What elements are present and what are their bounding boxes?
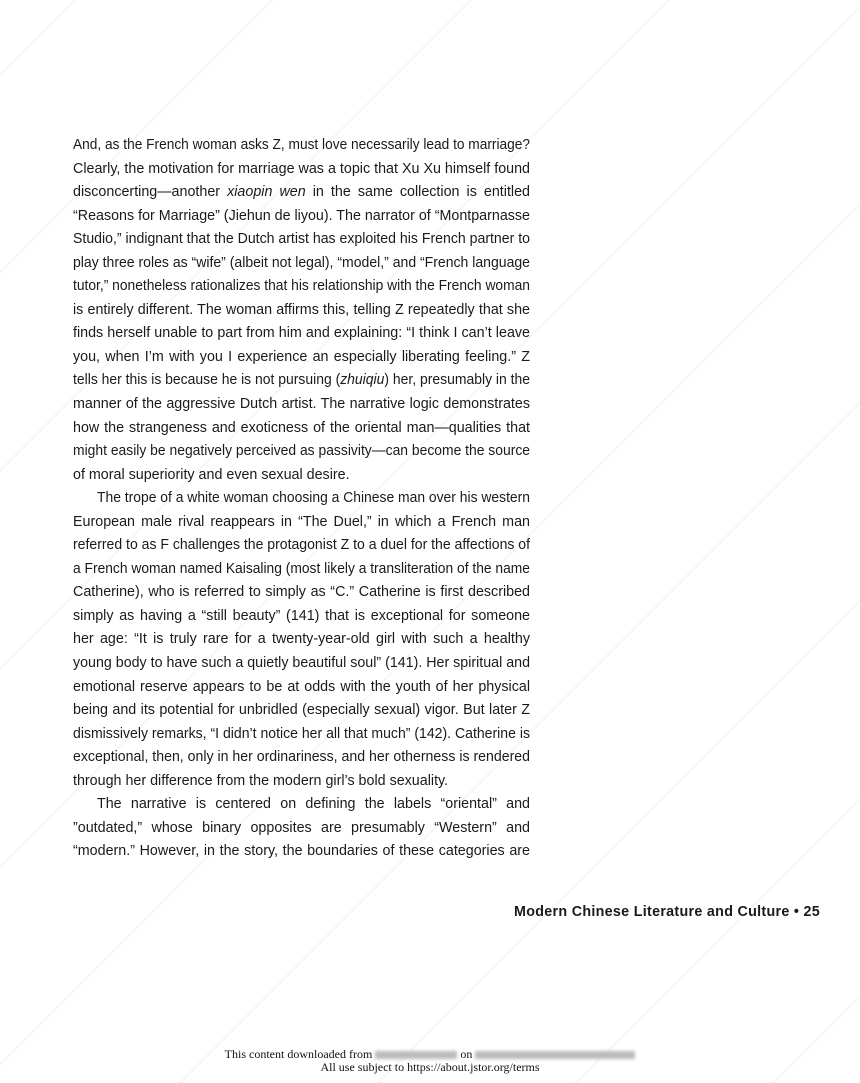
text-line-content: finds herself unable to part from him and explaining: “I think I can’t leave xyxy=(73,325,530,342)
body-text xyxy=(73,134,530,864)
running-footer: Modern Chinese Literature and Culture • 25 xyxy=(514,904,820,920)
text-line xyxy=(73,346,530,370)
text-line xyxy=(73,581,530,605)
download-notice-line2: All use subject to https://about.jstor.org/terms xyxy=(320,1060,540,1074)
paragraph xyxy=(73,487,530,793)
text-line xyxy=(73,252,530,276)
text-line xyxy=(73,393,530,417)
text-line xyxy=(73,652,530,676)
text-line-content xyxy=(73,181,530,205)
text-line xyxy=(73,534,530,558)
text-line-content: “Reasons for Marriage” (Jiehun de liyou). The narrator of “Montparnasse xyxy=(73,207,530,224)
text-line xyxy=(73,511,530,535)
text-line-content xyxy=(73,369,530,393)
text-line-content: how the strangeness and exoticness of the oriental man—qualities that xyxy=(73,419,530,436)
text-line xyxy=(73,487,530,511)
text-line-content: ”outdated,” whose binary opposites are presumably “Western” and xyxy=(73,819,530,836)
text-segment: in the same collection is entitled xyxy=(305,184,531,201)
paragraph xyxy=(73,134,530,487)
text-line-content: Clearly, the motivation for marriage was a topic that Xu Xu himself found xyxy=(73,160,530,177)
text-line-content: of moral superiority and even sexual desire. xyxy=(73,466,350,483)
text-line xyxy=(73,181,530,205)
text-line-content: you, when I’m with you I experience an especially liberating feeling.” Z xyxy=(73,348,530,365)
text-line xyxy=(73,228,530,252)
text-line-content: dismissively remarks, “I didn’t notice her all that much” (142). Catherine is xyxy=(73,725,530,742)
text-line xyxy=(73,699,530,723)
text-line xyxy=(73,417,530,441)
text-line-content: And, as the French woman asks Z, must love necessarily lead to marriage? xyxy=(73,137,530,153)
download-notice-line1: This content downloaded from on xyxy=(0,1048,860,1061)
text-line xyxy=(73,770,530,794)
italic-term: zhuiqiu xyxy=(340,372,385,389)
text-line-content: through her difference from the modern girl’s bold sexuality. xyxy=(73,772,449,789)
text-line xyxy=(73,464,530,488)
text-line-content: Studio,” indignant that the Dutch artist has exploited his French partner to xyxy=(73,231,530,248)
text-line-content: her age: “It is truly rare for a twenty-year-old girl with such a healthy xyxy=(73,631,530,648)
text-line xyxy=(73,369,530,393)
text-line-content: simply as having a “still beauty” (141) that is exceptional for someone xyxy=(73,607,530,624)
text-segment: disconcerting—another xyxy=(73,184,228,201)
text-line xyxy=(73,746,530,770)
text-line xyxy=(73,628,530,652)
text-line-content: being and its potential for unbridled (especially sexual) vigor. But later Z xyxy=(73,702,530,719)
text-line xyxy=(73,723,530,747)
text-line xyxy=(73,158,530,182)
text-line-content: play three roles as “wife” (albeit not legal), “model,” and “French language xyxy=(73,254,530,271)
text-line xyxy=(73,299,530,323)
text-line-content: emotional reserve appears to be at odds with the youth of her physical xyxy=(73,678,530,695)
text-line xyxy=(73,322,530,346)
text-line xyxy=(73,793,530,817)
text-line xyxy=(73,205,530,229)
text-line-content: exceptional, then, only in her ordinariness, and her otherness is rendered xyxy=(73,749,530,766)
text-line-content: a French woman named Kaisaling (most likely a transliteration of the name xyxy=(73,560,530,577)
text-line-content: is entirely different. The woman affirms this, telling Z repeatedly that she xyxy=(73,301,530,318)
text-line-content: Catherine), who is referred to simply as “C.” Catherine is first described xyxy=(73,584,530,601)
redacted-ip xyxy=(375,1051,457,1059)
italic-term: xiaopin wen xyxy=(227,184,306,201)
text-line-content: referred to as F challenges the protagonist Z to a duel for the affections of xyxy=(73,537,530,554)
text-line-content: manner of the aggressive Dutch artist. The narrative logic demonstrates xyxy=(73,396,530,413)
paragraph xyxy=(73,793,530,864)
text-line-content: might easily be negatively perceived as passivity—can become the source xyxy=(73,443,530,460)
text-line-content: tutor,” nonetheless rationalizes that his relationship with the French woman xyxy=(73,278,530,295)
text-line xyxy=(73,440,530,464)
text-line xyxy=(73,558,530,582)
text-segment: ) her, presumably in the xyxy=(384,372,530,389)
text-line xyxy=(73,676,530,700)
text-line xyxy=(73,605,530,629)
text-line xyxy=(73,840,530,864)
text-line xyxy=(73,134,530,158)
download-notice xyxy=(0,1048,860,1074)
text-line-content: young body to have such a quietly beautiful soul” (141). Her spiritual and xyxy=(73,655,530,672)
text-line xyxy=(73,275,530,299)
redacted-timestamp xyxy=(475,1051,635,1059)
text-line xyxy=(73,817,530,841)
text-line-content: The narrative is centered on defining the labels “oriental” and xyxy=(97,796,530,813)
text-segment: tells her this is because he is not pursuing ( xyxy=(73,372,341,389)
text-line-content: “modern.” However, in the story, the boundaries of these categories are xyxy=(73,843,530,860)
text-line-content: European male rival reappears in “The Duel,” in which a French man xyxy=(73,513,530,530)
text-line-content: The trope of a white woman choosing a Chinese man over his western xyxy=(97,490,530,507)
